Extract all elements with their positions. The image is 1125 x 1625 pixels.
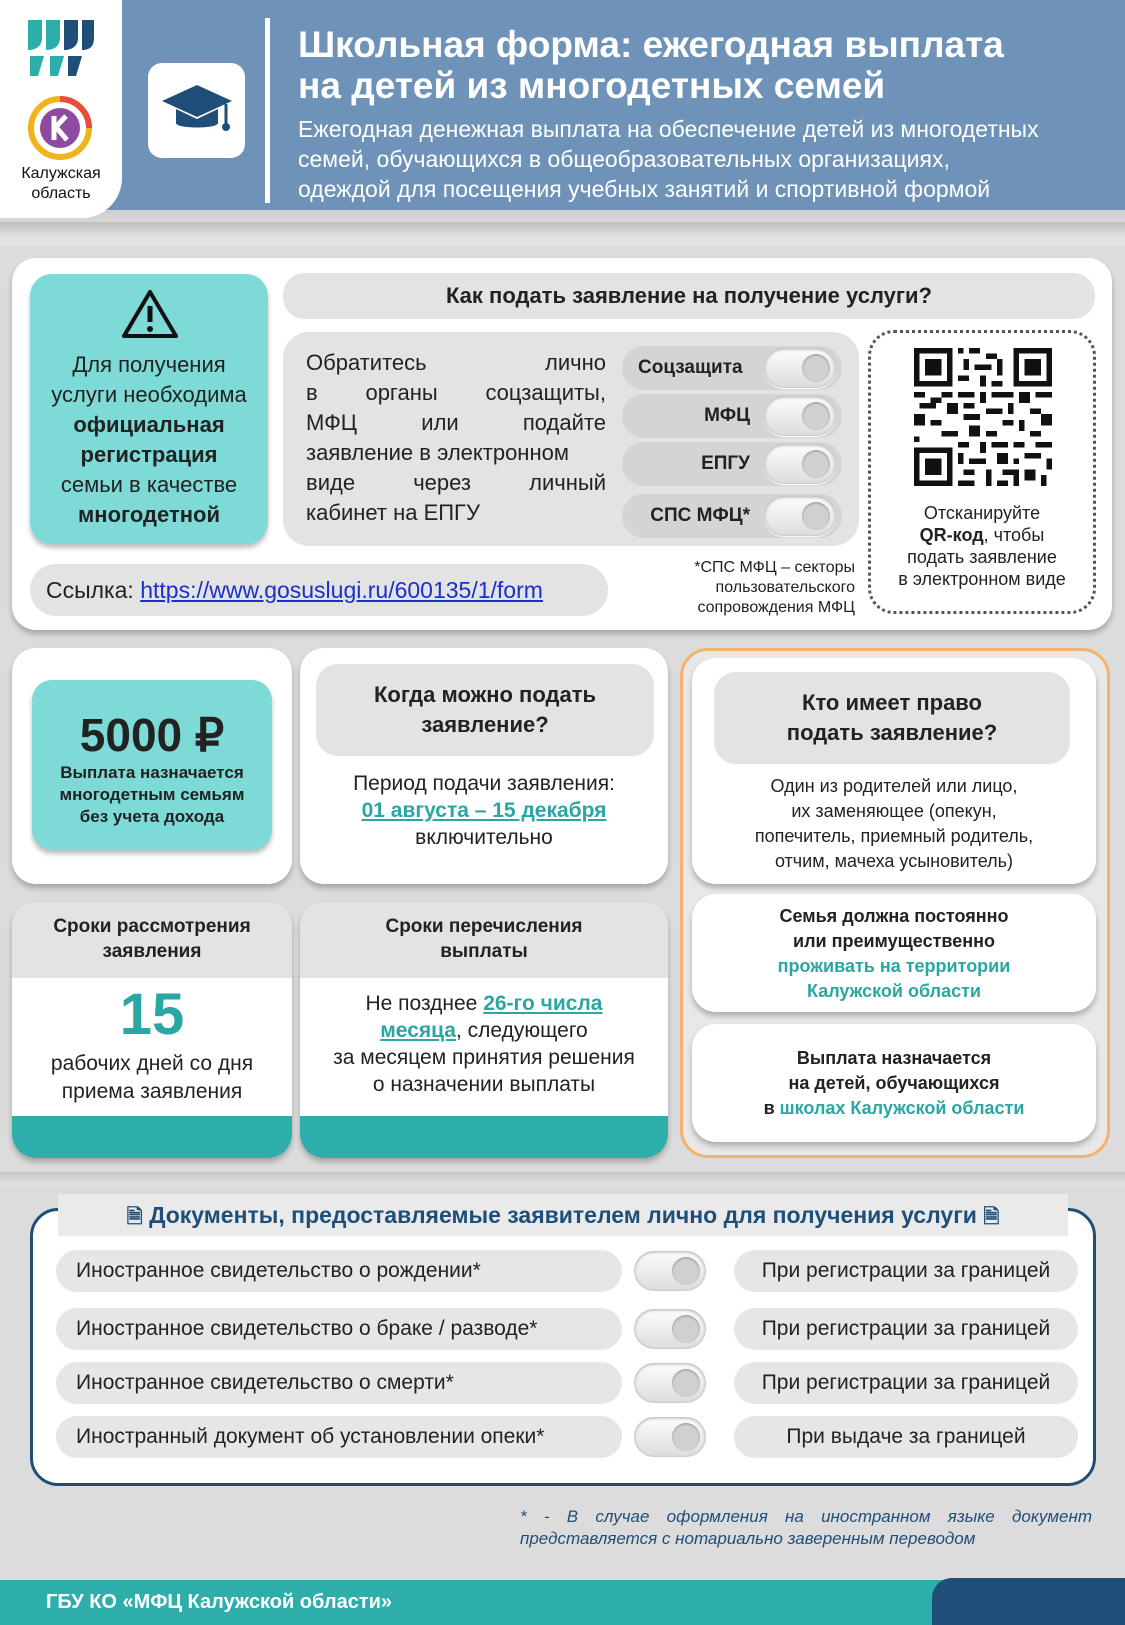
when-heading xyxy=(316,664,654,756)
subtitle-line: Ежегодная денежная выплата на обеспечение детей из многодетных xyxy=(298,116,1039,142)
footnote-line: пользовательского xyxy=(715,579,855,596)
who-line: отчим, мачеха усыновитель) xyxy=(774,851,1014,871)
qr-caption-bold: QR-код xyxy=(919,525,984,545)
footnote-line: * - В случае оформления на иностранном языке документ xyxy=(520,1507,1092,1526)
review-line: приема заявления xyxy=(61,1080,243,1103)
instruction-line xyxy=(306,348,606,378)
document-icon: 🗎 xyxy=(983,1206,1000,1228)
payment-amount: 5000 ₽ xyxy=(79,709,225,761)
documents-heading-text: Документы, предоставляемые заявителем лично для получения услуги xyxy=(149,1202,977,1228)
review-footer-band xyxy=(12,1116,292,1158)
residence-line: или преимущественно xyxy=(793,931,995,951)
heading-line: Сроки рассмотрения xyxy=(53,916,251,937)
transfer-part: Не позднее xyxy=(365,992,484,1015)
footnote-line: представляется с нотариально заверенным переводом xyxy=(520,1529,976,1548)
qr-caption-part: Отсканируйте xyxy=(923,503,1041,523)
heading-line: заявления xyxy=(102,941,202,962)
document-name: Иностранное свидетельство о браке / разводе* xyxy=(56,1308,622,1350)
word: через xyxy=(413,470,471,495)
when-line: Период подачи заявления: xyxy=(353,772,615,795)
region-name-line: область xyxy=(31,185,91,202)
document-name: Иностранное свидетельство о смерти* xyxy=(56,1362,622,1404)
word: подайте xyxy=(522,410,606,435)
link-row xyxy=(30,564,608,616)
word: органы xyxy=(365,380,438,405)
review-days: 15 xyxy=(119,982,185,1047)
transfer-heading xyxy=(300,914,668,964)
header-divider xyxy=(265,18,270,203)
channel-sps-mfc xyxy=(622,494,842,538)
heading-line: подать заявление? xyxy=(786,720,998,745)
instruction-line: кабинет на ЕПГУ xyxy=(306,500,480,525)
footnote-line: сопровождения МФЦ xyxy=(697,599,855,616)
school-line: Выплата назначается xyxy=(796,1048,992,1068)
channel-toggle xyxy=(764,496,836,536)
document-name: Иностранное свидетельство о рождении* xyxy=(56,1250,622,1292)
heading-line: заявление? xyxy=(421,712,549,737)
kaluga-region-logo-icon xyxy=(28,96,92,160)
who-line: их заменяющее (опекун, xyxy=(791,801,997,821)
warning-icon xyxy=(120,288,180,340)
heading-line: Когда можно подать xyxy=(373,682,596,707)
graduation-cap-tile xyxy=(148,63,245,158)
when-text xyxy=(300,770,668,851)
when-line: включительно xyxy=(415,826,553,849)
section-separator xyxy=(0,1172,1125,1186)
requirement-line: услуги необходима xyxy=(51,382,247,407)
requirement-line: регистрация xyxy=(80,442,218,467)
channel-toggle xyxy=(764,396,836,436)
residence-line: Семья должна постоянно xyxy=(779,906,1009,926)
qr-caption-line xyxy=(868,524,1096,546)
mfc-logo-icon xyxy=(24,16,98,80)
transfer-line: за месяцем принятия решения xyxy=(333,1046,635,1069)
document-name: Иностранный документ об установлении опеки* xyxy=(56,1416,622,1458)
footer-org-name: ГБУ КО «МФЦ Калужской области» xyxy=(46,1591,393,1613)
payment-line: многодетным семьям xyxy=(59,785,245,804)
requirement-text xyxy=(30,350,268,530)
school-line xyxy=(692,1096,1096,1121)
word: или xyxy=(421,410,459,435)
page-subtitle xyxy=(298,114,1118,204)
instruction-line xyxy=(306,408,606,438)
channel-label: ЕПГУ xyxy=(701,453,750,474)
transfer-line xyxy=(300,990,668,1017)
school-part: в xyxy=(763,1098,780,1118)
payment-line: без учета дохода xyxy=(79,807,225,826)
payment-box xyxy=(32,680,272,850)
gosuslugi-link[interactable]: https://www.gosuslugi.ru/600135/1/form xyxy=(140,577,543,603)
footnote-line: *СПС МФЦ – секторы xyxy=(694,559,855,576)
heading-line: Сроки перечисления xyxy=(385,916,583,937)
transfer-footer-band xyxy=(300,1116,668,1158)
channel-epgu xyxy=(622,442,842,486)
transfer-line xyxy=(300,1017,668,1044)
transfer-deadline: 26-го числа xyxy=(483,992,603,1015)
channel-label: МФЦ xyxy=(704,405,750,426)
qr-caption-line xyxy=(868,502,1096,524)
footer-accent xyxy=(932,1578,1125,1625)
document-condition: При регистрации за границей xyxy=(734,1362,1078,1404)
requirement-box xyxy=(30,274,268,544)
heading-line: выплаты xyxy=(440,941,528,962)
word: виде xyxy=(306,470,356,495)
payment-text xyxy=(32,762,272,828)
region-name xyxy=(0,164,122,204)
document-icon: 🗎 xyxy=(126,1206,143,1228)
requirement-line: семьи в качестве xyxy=(60,472,238,497)
word: в xyxy=(306,380,318,405)
channel-toggle xyxy=(764,444,836,484)
residence-line: Калужской области xyxy=(806,981,981,1001)
who-text xyxy=(692,774,1096,874)
requirement-line: официальная xyxy=(73,412,225,437)
instruction-line xyxy=(306,378,606,408)
document-toggle xyxy=(634,1363,706,1403)
school-part: школах Калужской области xyxy=(779,1098,1025,1118)
qr-caption xyxy=(868,502,1096,590)
transfer-text xyxy=(300,990,668,1098)
title-line: на детей из многодетных семей xyxy=(298,65,886,106)
document-toggle xyxy=(634,1309,706,1349)
how-to-apply-heading: Как подать заявление на получение услуги? xyxy=(283,273,1095,319)
school-line: на детей, обучающихся xyxy=(788,1073,1000,1093)
qr-caption-line: в электронном виде xyxy=(898,569,1066,589)
subtitle-line: одеждой для посещения учебных занятий и спортивной формой xyxy=(298,176,991,202)
word: лично xyxy=(545,350,606,375)
residence-line: проживать на территории xyxy=(777,956,1011,976)
channel-label: Соцзащита xyxy=(638,357,743,378)
document-condition: При выдаче за границей xyxy=(734,1416,1078,1458)
page-title xyxy=(298,24,1118,106)
document-condition: При регистрации за границей xyxy=(734,1308,1078,1350)
review-line: рабочих дней со дня xyxy=(50,1052,254,1075)
document-toggle xyxy=(634,1251,706,1291)
documents-footnote xyxy=(520,1506,1092,1550)
subtitle-line: семей, обучающихся в общеобразовательных организациях, xyxy=(298,146,950,172)
word: личный xyxy=(529,470,606,495)
header-shadow xyxy=(0,222,1125,236)
transfer-part: , следующего xyxy=(455,1019,588,1042)
instruction-line: заявление в электронном xyxy=(306,440,569,465)
word: соцзащиты, xyxy=(485,380,606,405)
transfer-line: о назначении выплаты xyxy=(372,1073,596,1096)
apply-instructions xyxy=(306,348,606,528)
transfer-deadline: месяца xyxy=(380,1019,456,1042)
who-heading xyxy=(714,672,1070,764)
graduation-cap-icon xyxy=(160,81,234,141)
qr-code-icon xyxy=(914,348,1052,486)
requirement-line: Для получения xyxy=(72,352,226,377)
channel-mfc xyxy=(622,394,842,438)
qr-caption-line: подать заявление xyxy=(907,547,1057,567)
residence-card xyxy=(692,894,1096,1012)
heading-line: Кто имеет право xyxy=(802,690,982,715)
documents-heading xyxy=(58,1194,1068,1236)
title-line: Школьная форма: ежегодная выплата xyxy=(298,24,1004,65)
review-text xyxy=(12,1050,292,1106)
who-line: Один из родителей или лицо, xyxy=(770,776,1018,796)
instruction-line xyxy=(306,468,606,498)
school-card xyxy=(692,1024,1096,1142)
application-period: 01 августа – 15 декабря xyxy=(361,799,607,822)
who-line: попечитель, приемный родитель, xyxy=(754,826,1034,846)
sps-footnote xyxy=(600,558,855,618)
document-condition: При регистрации за границей xyxy=(734,1250,1078,1292)
review-heading xyxy=(12,914,292,964)
channel-socprotection xyxy=(622,346,842,390)
channel-toggle xyxy=(764,348,836,388)
document-toggle xyxy=(634,1417,706,1457)
word: МФЦ xyxy=(306,410,358,435)
link-label: Ссылка: xyxy=(46,577,141,603)
word: Обратитесь xyxy=(306,350,427,375)
region-name-line: Калужская xyxy=(21,165,101,182)
payment-line: Выплата назначается xyxy=(60,763,244,782)
requirement-line: многодетной xyxy=(78,502,220,527)
qr-caption-part: , чтобы xyxy=(983,525,1045,545)
channel-label: СПС МФЦ* xyxy=(650,505,750,526)
logo-panel xyxy=(0,0,122,218)
